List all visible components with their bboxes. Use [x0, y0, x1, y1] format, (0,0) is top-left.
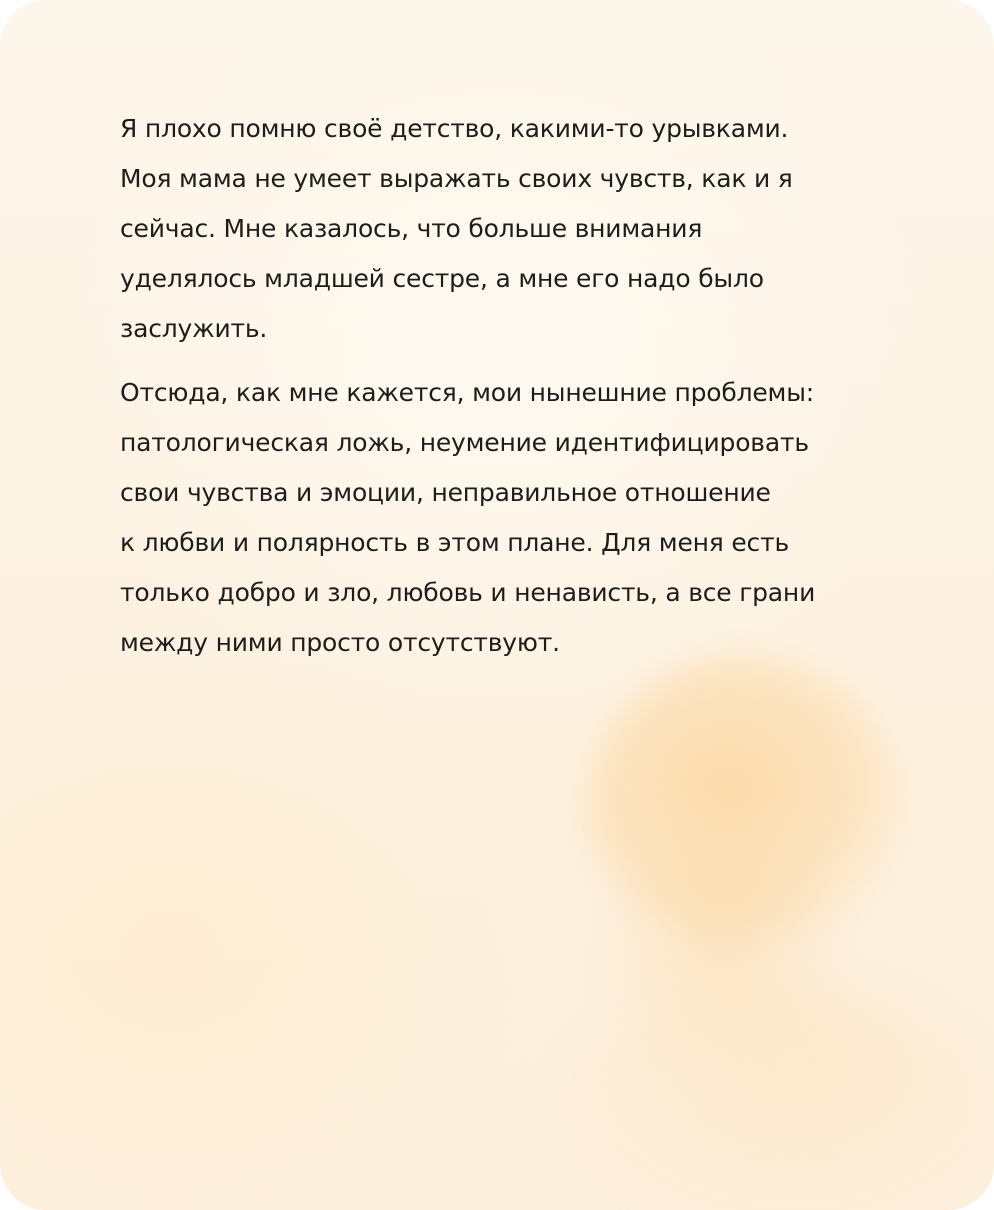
text-line: заслужить.	[120, 314, 268, 343]
text-line: только добро и зло, любовь и ненависть, а все грани	[120, 578, 816, 607]
silhouette-neck-image	[600, 860, 840, 1060]
text-line: Я плохо помню своё детство, какими-то урывками.	[120, 114, 789, 143]
text-line: сейчас. Мне казалось, что больше внимания	[120, 214, 703, 243]
text-line: к любви и полярность в этом плане. Для меня есть	[120, 528, 789, 557]
text-line: между ними просто отсутствуют.	[120, 628, 560, 657]
text-line: уделялось младшей сестре, а мне его надо было	[120, 264, 764, 293]
text-line: патологическая ложь, неумение идентифицировать	[120, 428, 809, 457]
paragraph-problems	[120, 368, 880, 668]
text-line: свои чувства и эмоции, неправильное отношение	[120, 478, 771, 507]
silhouette-shoulders-image	[540, 980, 994, 1210]
silhouette-head-image	[585, 655, 905, 945]
text-line: Моя мама не умеет выражать своих чувств, как и я	[120, 164, 793, 193]
text-line: Отсюда, как мне кажется, мои нынешние проблемы:	[120, 378, 814, 407]
paragraph-childhood	[120, 104, 880, 354]
quote-text	[120, 104, 880, 668]
